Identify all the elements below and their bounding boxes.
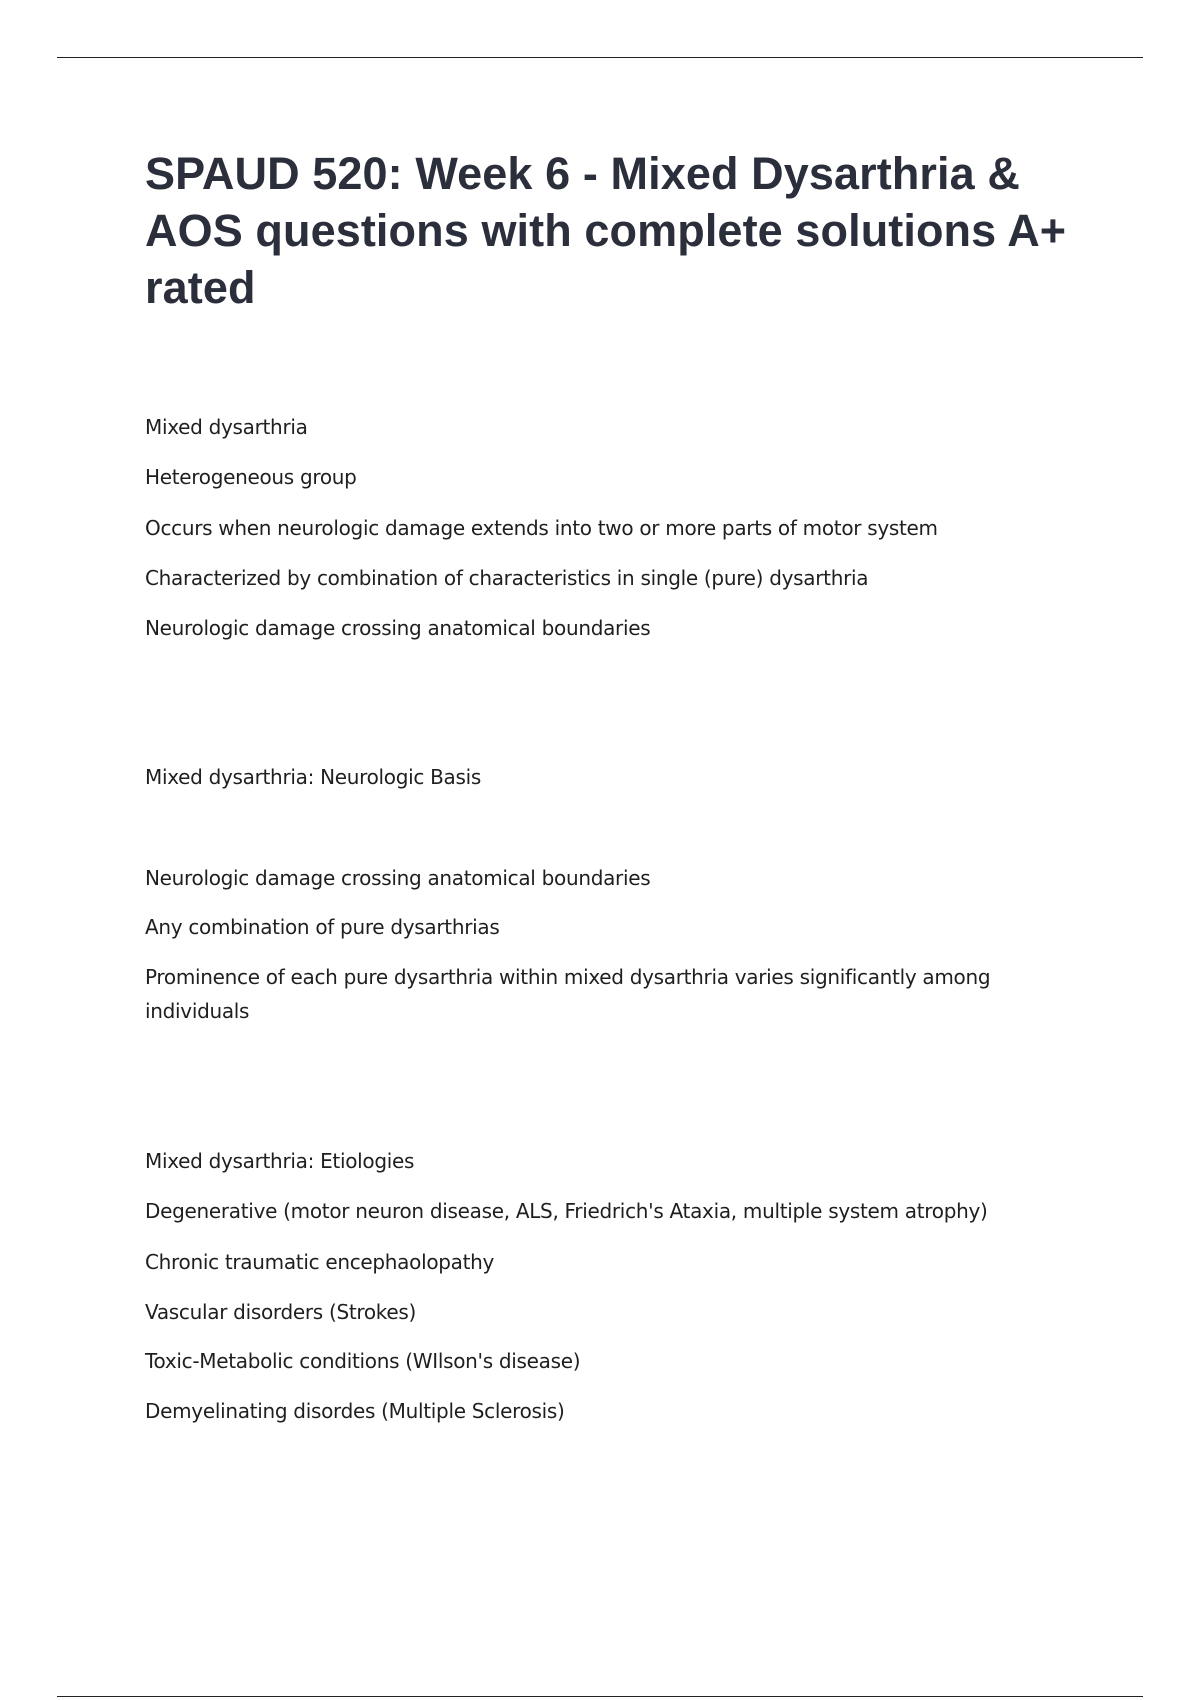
answer-line: Prominence of each pure dysarthria within mixed dysarthria varies significantly among individuals <box>145 965 991 1023</box>
answer-line: Chronic traumatic encephaolopathy <box>145 1250 495 1274</box>
answer-line: Toxic-Metabolic conditions (WIlson's disease) <box>145 1349 581 1373</box>
top-divider <box>57 57 1143 58</box>
question-etiologies: Mixed dysarthria: Etiologies <box>145 1149 415 1173</box>
answer-line: Degenerative (motor neuron disease, ALS, Friedrich's Ataxia, multiple system atrophy) <box>145 1199 988 1223</box>
question-neurologic-basis: Mixed dysarthria: Neurologic Basis <box>145 765 482 789</box>
answer-line: Characterized by combination of characteristics in single (pure) dysarthria <box>145 566 869 590</box>
answer-line: Any combination of pure dysarthrias <box>145 915 500 939</box>
question-mixed-dysarthria: Mixed dysarthria <box>145 415 308 439</box>
document-title: SPAUD 520: Week 6 - Mixed Dysarthria & AOS questions with complete solutions A+ rated <box>145 148 1067 313</box>
answer-line: Neurologic damage crossing anatomical boundaries <box>145 616 651 640</box>
answer-line: Heterogeneous group <box>145 465 357 489</box>
bottom-divider <box>57 1696 1143 1697</box>
answer-line: Neurologic damage crossing anatomical boundaries <box>145 866 651 890</box>
answer-line: Vascular disorders (Strokes) <box>145 1300 417 1324</box>
answer-line: Occurs when neurologic damage extends into two or more parts of motor system <box>145 516 938 540</box>
answer-line: Demyelinating disordes (Multiple Sclerosis) <box>145 1399 565 1423</box>
